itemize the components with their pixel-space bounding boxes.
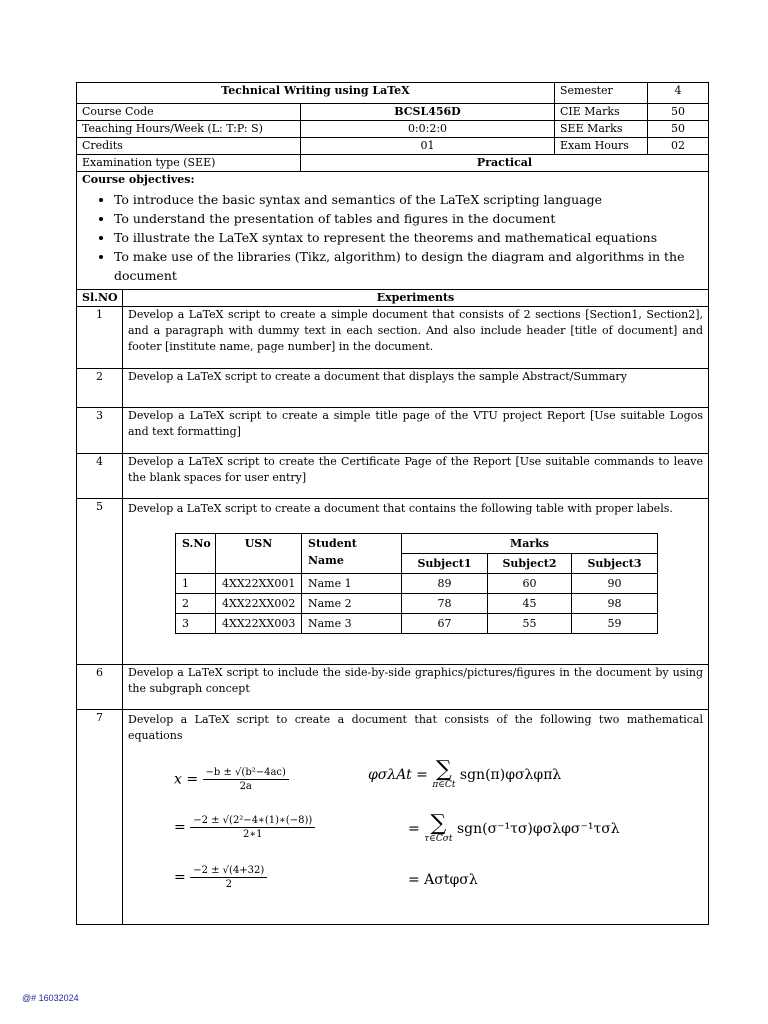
eq-rhs: sgn(σ⁻¹τσ)φσλφσ⁻¹τσλ: [456, 821, 620, 837]
cell-name: Name 3: [302, 614, 402, 634]
equation-symmetric-2: [408, 811, 620, 844]
marks-header-subject: Subject3: [572, 554, 658, 574]
objective-item: • To illustrate the LaTeX syntax to represent the theorems and mathematical equations: [114, 228, 703, 247]
exam-type-label: Examination type (SEE): [77, 155, 301, 172]
experiment-no: 2: [77, 369, 123, 408]
cell-mark: 67: [402, 614, 488, 634]
sum-subscript: π∈Ct: [432, 780, 456, 790]
eq-denominator: 2: [225, 879, 232, 890]
table-row: [176, 574, 658, 594]
equation-quadratic-1: [174, 766, 289, 793]
eq-rhs: sgn(π)φσλφπλ: [459, 767, 562, 783]
slno-header: Sl.NO: [77, 290, 123, 307]
cell-sno: 2: [176, 594, 216, 614]
eq-numerator: −b ± √(b²−4ac): [203, 766, 289, 780]
marks-table: [175, 533, 658, 634]
cie-marks-label: CIE Marks: [555, 104, 648, 121]
course-code-label: Course Code: [77, 104, 301, 121]
semester-label: Semester: [555, 83, 648, 104]
experiment-no: 4: [77, 454, 123, 499]
syllabus-table: [76, 82, 709, 925]
cie-marks-value: 50: [648, 104, 709, 121]
exam-hours-label: Exam Hours: [555, 138, 648, 155]
experiment-no: 5: [77, 499, 123, 665]
sum-subscript: τ∈Cσt: [424, 834, 453, 844]
cell-name: Name 2: [302, 594, 402, 614]
teaching-hours-label: Teaching Hours/Week (L: T:P: S): [77, 121, 301, 138]
eq-lhs: =: [174, 869, 186, 886]
exam-hours-value: 02: [648, 138, 709, 155]
experiment-cell: [123, 710, 709, 925]
experiment-text: Develop a LaTeX script to create the Certificate Page of the Report [Use suitable commands to leave the blank spaces for user entry]: [123, 454, 709, 499]
cell-name: Name 1: [302, 574, 402, 594]
credits-value: 01: [301, 138, 555, 155]
cell-mark: 60: [488, 574, 572, 594]
eq-lhs: =: [174, 819, 186, 836]
experiment-text: Develop a LaTeX script to create a simple title page of the VTU project Report [Use suitable Logos and text formatting]: [123, 408, 709, 454]
cell-mark: 89: [402, 574, 488, 594]
eq-fraction: [203, 766, 289, 793]
sum-symbol: ∑ τ∈Cσt: [424, 811, 453, 844]
marks-header-sno: S.No: [176, 534, 216, 574]
experiment-no: 6: [77, 665, 123, 710]
objective-item: • To introduce the basic syntax and semantics of the LaTeX scripting language: [114, 190, 703, 209]
credits-label: Credits: [77, 138, 301, 155]
see-marks-value: 50: [648, 121, 709, 138]
equations-block: [128, 754, 703, 924]
cell-mark: 98: [572, 594, 658, 614]
objectives-heading: Course objectives:: [82, 173, 195, 186]
eq-denominator: 2∗1: [242, 829, 263, 840]
cell-mark: 90: [572, 574, 658, 594]
equation-symmetric-3: = Aσtφσλ: [408, 872, 478, 888]
experiment-text: Develop a LaTeX script to create a document that consists of the following two mathematical equations: [128, 713, 703, 742]
objectives-list: [82, 190, 703, 285]
experiment-no: 7: [77, 710, 123, 925]
table-row: [176, 614, 658, 634]
experiment-cell: [123, 499, 709, 665]
experiment-no: 3: [77, 408, 123, 454]
eq-fraction: [190, 864, 267, 891]
experiment-text: Develop a LaTeX script to create a simple document that consists of 2 sections [Section1, Section2], and a paragraph with dummy text in each section. And also include header [title of document] and footer [institute name, page number] in the document.: [123, 307, 709, 369]
eq-lhs: φσλAt =: [368, 767, 428, 783]
table-row: [176, 594, 658, 614]
cell-sno: 1: [176, 574, 216, 594]
eq-lhs: =: [408, 821, 420, 837]
experiment-no: 1: [77, 307, 123, 369]
course-objectives: [77, 172, 709, 290]
experiments-header: Experiments: [123, 290, 709, 307]
eq-denominator: 2a: [239, 781, 252, 792]
eq-fraction: [190, 814, 315, 841]
equation-symmetric-1: [368, 757, 562, 790]
syllabus-sheet: [76, 82, 708, 925]
cell-mark: 45: [488, 594, 572, 614]
marks-header-marks: Marks: [402, 534, 658, 554]
marks-header-name: Student Name: [302, 534, 402, 574]
objective-item: • To make use of the libraries (Tikz, algorithm) to design the diagram and algorithms in the document: [114, 247, 703, 285]
marks-header-usn: USN: [216, 534, 302, 574]
eq-numerator: −2 ± √(4+32): [190, 864, 267, 878]
cell-usn: 4XX22XX002: [216, 594, 302, 614]
teaching-hours-value: 0:0:2:0: [301, 121, 555, 138]
experiment-text: Develop a LaTeX script to create a document that contains the following table with proper labels.: [128, 502, 673, 515]
footer-code: @# 16032024: [22, 993, 79, 1003]
eq-numerator: −2 ± √(2²−4∗(1)∗(−8)): [190, 814, 315, 828]
marks-header-subject: Subject1: [402, 554, 488, 574]
objective-item: • To understand the presentation of tables and figures in the document: [114, 209, 703, 228]
cell-usn: 4XX22XX003: [216, 614, 302, 634]
cell-usn: 4XX22XX001: [216, 574, 302, 594]
sum-symbol: ∑ π∈Ct: [432, 757, 456, 790]
course-title: Technical Writing using LaTeX: [77, 83, 555, 104]
cell-mark: 59: [572, 614, 658, 634]
experiment-text: Develop a LaTeX script to create a document that displays the sample Abstract/Summary: [123, 369, 709, 408]
experiment-text: Develop a LaTeX script to include the side-by-side graphics/pictures/figures in the document by using the subgraph concept: [123, 665, 709, 710]
exam-type-value: Practical: [301, 155, 709, 172]
eq-lhs: x =: [174, 771, 199, 788]
cell-mark: 55: [488, 614, 572, 634]
cell-sno: 3: [176, 614, 216, 634]
equation-quadratic-2: [174, 814, 315, 841]
semester-value: 4: [648, 83, 709, 104]
see-marks-label: SEE Marks: [555, 121, 648, 138]
marks-header-subject: Subject2: [488, 554, 572, 574]
equation-quadratic-3: [174, 864, 267, 891]
course-code-value: BCSL456D: [301, 104, 555, 121]
cell-mark: 78: [402, 594, 488, 614]
